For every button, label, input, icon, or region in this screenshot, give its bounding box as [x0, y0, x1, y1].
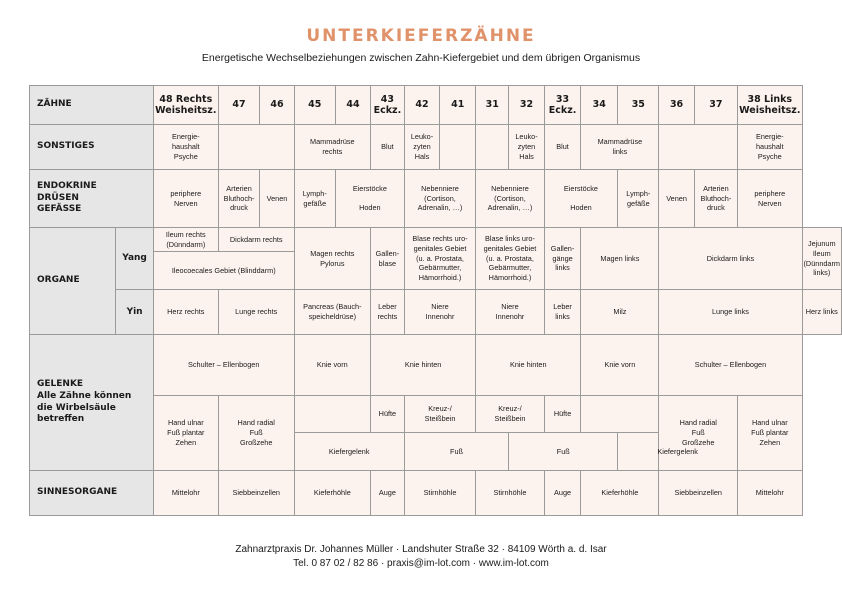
table-cell: periphere Nerven — [153, 170, 218, 228]
table-cell: Magen rechts Pylorus — [294, 228, 370, 290]
table-cell — [440, 125, 476, 170]
teeth-table — [29, 85, 842, 516]
row-label-sinnesorgane: SINNESORGANE — [30, 471, 154, 516]
footer-contact: Tel. 0 87 02 / 82 86 · praxis@im-lot.com · www.im-lot.com — [293, 558, 549, 569]
table-cell: Leber links — [544, 290, 581, 335]
table-cell: Venen — [260, 170, 294, 228]
tooth-header-48: 48 Rechts Weisheitsz. — [153, 86, 218, 125]
row-label-sonstiges: SONSTIGES — [30, 125, 154, 170]
organe-yang-row-a — [30, 228, 842, 252]
table-cell: Leuko- zyten Hals — [404, 125, 439, 170]
table-cell: Hand radial Fuß Großzehe — [659, 396, 738, 471]
table-cell: Kieferhöhle — [581, 471, 659, 516]
table-cell: Ileum rechts (Dünndarm) — [153, 228, 218, 252]
table-cell: Nebenniere (Cortison, Adrenalin, …) — [476, 170, 545, 228]
table-cell: Schulter – Ellenbogen — [153, 335, 294, 396]
table-cell: Mammadrüse links — [581, 125, 659, 170]
table-cell: Blut — [371, 125, 405, 170]
table-cell: Stirnhöhle — [476, 471, 545, 516]
table-cell: Stirnhöhle — [404, 471, 475, 516]
table-cell: Kiefergelenk — [294, 433, 404, 471]
row-label-gelenke: GELENKE Alle Zähne können die Wirbelsäule betreffen — [30, 335, 154, 471]
table-cell: Dickdarm links — [659, 228, 802, 290]
sinnesorgane-row — [30, 471, 842, 516]
table-cell: Hand ulnar Fuß plantar Zehen — [153, 396, 218, 471]
tooth-header-45: 45 — [294, 86, 335, 125]
footer — [0, 543, 842, 571]
table-cell: Lymph- gefäße — [618, 170, 659, 228]
table-cell: Leuko- zyten Hals — [509, 125, 544, 170]
tooth-header-46: 46 — [260, 86, 294, 125]
tooth-header-32: 32 — [509, 86, 544, 125]
table-cell: Fuß — [404, 433, 508, 471]
gelenke-row-a — [30, 335, 842, 396]
row-label-yin: Yin — [116, 290, 154, 335]
table-cell: Ileocoecales Gebiet (Blinddarm) — [153, 252, 294, 290]
table-cell: Kieferhöhle — [294, 471, 370, 516]
table-cell: Eierstöcke Hoden — [544, 170, 617, 228]
row-label-organe: ORGANE — [30, 228, 116, 335]
table-cell: Mammadrüse rechts — [294, 125, 370, 170]
table-cell: Gallen- gänge links — [544, 228, 581, 290]
tooth-header-37: 37 — [694, 86, 737, 125]
tooth-header-34: 34 — [581, 86, 618, 125]
table-cell: Herz links — [802, 290, 842, 335]
table-cell — [581, 396, 659, 433]
row-label-endokrine: ENDOKRINE DRÜSEN GEFÄSSE — [30, 170, 154, 228]
table-cell: Blase links uro- genitales Gebiet (u. a. Prostata, Gebärmutter, Hämorrhoid.) — [476, 228, 545, 290]
tooth-header-44: 44 — [335, 86, 370, 125]
table-cell: Pancreas (Bauch- speicheldrüse) — [294, 290, 370, 335]
table-cell: periphere Nerven — [738, 170, 802, 228]
table-cell: Kreuz-/ Steißbein — [404, 396, 475, 433]
table-cell: Leber rechts — [371, 290, 405, 335]
table-cell: Gallen- blase — [371, 228, 405, 290]
row-label-yang: Yang — [116, 228, 154, 290]
table-cell: Knie hinten — [476, 335, 581, 396]
table-cell: Siebbeinzellen — [218, 471, 294, 516]
tooth-header-35: 35 — [618, 86, 659, 125]
table-cell: Blut — [544, 125, 581, 170]
organe-yin-row — [30, 290, 842, 335]
tooth-header-41: 41 — [440, 86, 476, 125]
page-title: UNTERKIEFERZÄHNE — [306, 26, 536, 46]
table-cell: Herz rechts — [153, 290, 218, 335]
endokrine-row — [30, 170, 842, 228]
table-cell: Hüfte — [371, 396, 405, 433]
table-cell: Schulter – Ellenbogen — [659, 335, 802, 396]
table-cell: Jejunum Ileum (Dünndarm links) — [802, 228, 842, 290]
tooth-header-43: 43 Eckz. — [371, 86, 405, 125]
table-cell: Mittelohr — [153, 471, 218, 516]
table-cell: Venen — [659, 170, 694, 228]
tooth-header-31: 31 — [476, 86, 509, 125]
table-cell: Auge — [544, 471, 581, 516]
table-cell: Energie- haushalt Psyche — [738, 125, 802, 170]
table-cell: Dickdarm rechts — [218, 228, 294, 252]
table-cell — [218, 125, 294, 170]
table-cell: Knie hinten — [371, 335, 476, 396]
tooth-header-33: 33 Eckz. — [544, 86, 581, 125]
table-cell: Arterien Bluthoch- druck — [694, 170, 737, 228]
table-cell: Niere Innenohr — [476, 290, 545, 335]
table-cell — [476, 125, 509, 170]
table-cell: Nebenniere (Cortison, Adrenalin, …) — [404, 170, 475, 228]
table-cell: Niere Innenohr — [404, 290, 475, 335]
table-cell: Arterien Bluthoch- druck — [218, 170, 260, 228]
table-cell: Hand ulnar Fuß plantar Zehen — [738, 396, 802, 471]
row-label-zaehne: ZÄHNE — [30, 86, 154, 125]
table-cell: Siebbeinzellen — [659, 471, 738, 516]
table-cell: Blase rechts uro- genitales Gebiet (u. a. Prostata, Gebärmutter, Hämorrhoid.) — [404, 228, 475, 290]
header-row — [30, 86, 842, 125]
table-cell: Kiefergelenk — [618, 433, 738, 471]
table-cell: Lymph- gefäße — [294, 170, 335, 228]
table-cell: Fuß — [509, 433, 618, 471]
tooth-header-38: 38 Links Weisheitsz. — [738, 86, 802, 125]
table-cell: Lunge rechts — [218, 290, 294, 335]
table-cell: Knie vorn — [581, 335, 659, 396]
table-cell: Hand radial Fuß Großzehe — [218, 396, 294, 471]
table-cell: Knie vorn — [294, 335, 370, 396]
page-subtitle: Energetische Wechselbeziehungen zwischen Zahn-Kiefergebiet und dem übrigen Organismus — [201, 52, 641, 64]
table-cell: Lunge links — [659, 290, 802, 335]
table-cell: Auge — [371, 471, 405, 516]
table-cell: Energie- haushalt Psyche — [153, 125, 218, 170]
tooth-header-42: 42 — [404, 86, 439, 125]
table-cell: Kreuz-/ Steißbein — [476, 396, 545, 433]
table-cell: Mittelohr — [738, 471, 802, 516]
table-cell: Milz — [581, 290, 659, 335]
table-cell: Eierstöcke Hoden — [335, 170, 404, 228]
table-cell: Magen links — [581, 228, 659, 290]
table-cell — [659, 125, 738, 170]
tooth-header-47: 47 — [218, 86, 260, 125]
tooth-header-36: 36 — [659, 86, 694, 125]
footer-address: Zahnarztpraxis Dr. Johannes Müller · Landshuter Straße 32 · 84109 Wörth a. d. Isar — [235, 544, 607, 555]
table-cell — [294, 396, 370, 433]
sonstiges-row — [30, 125, 842, 170]
table-cell: Hüfte — [544, 396, 581, 433]
